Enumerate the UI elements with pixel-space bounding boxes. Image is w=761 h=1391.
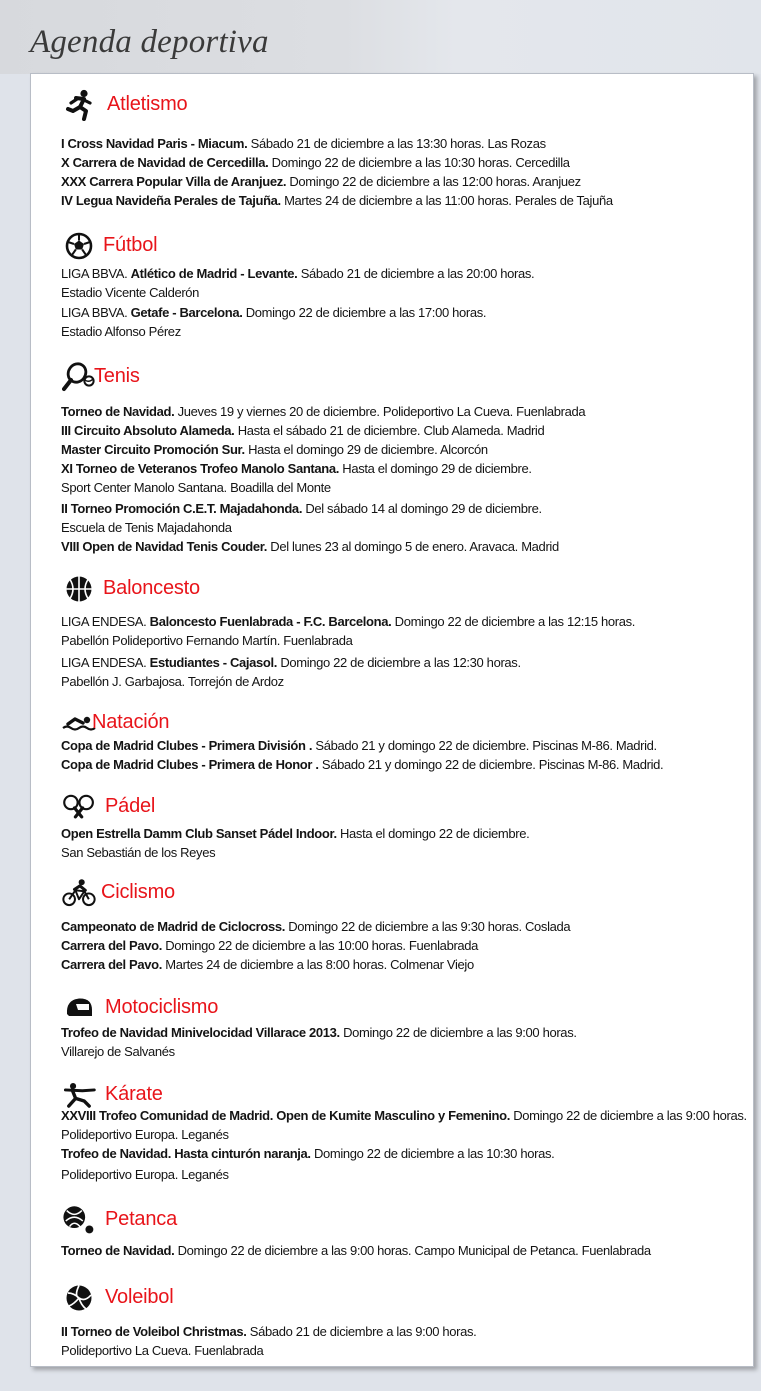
section-title: Fútbol — [103, 234, 158, 256]
event-title: Trofeo de Navidad. Hasta cinturón naranja. — [61, 1146, 311, 1161]
event-prefix: Pabellón Polideportivo Fernando Martín. Fuenlabrada — [61, 633, 353, 648]
event-line — [61, 440, 751, 459]
event-details: Jueves 19 y viernes 20 de diciembre. Polideportivo La Cueva. Fuenlabrada — [174, 404, 586, 419]
event-line — [61, 421, 751, 440]
section-header — [31, 790, 755, 824]
event-title: Copa de Madrid Clubes - Primera División . — [61, 738, 313, 753]
section-title: Pádel — [105, 795, 156, 817]
event-prefix: LIGA ENDESA. — [61, 614, 150, 629]
soccer-ball-icon — [62, 229, 96, 263]
event-details: Domingo 22 de diciembre a las 17:00 horas. — [242, 305, 487, 320]
event-details: Domingo 22 de diciembre a las 9:00 horas. Campo Municipal de Petanca. Fuenlabrada — [174, 1243, 651, 1258]
event-title: Copa de Madrid Clubes - Primera de Honor . — [61, 757, 319, 772]
event-details: Del sábado 14 al domingo 29 de diciembre. — [302, 501, 542, 516]
event-title: Carrera del Pavo. — [61, 957, 162, 972]
event-details: Domingo 22 de diciembre a las 12:15 horas. — [391, 614, 636, 629]
runner-icon — [62, 88, 96, 122]
event-title: Open Estrella Damm Club Sanset Pádel Indoor. — [61, 826, 337, 841]
section-header — [31, 876, 755, 910]
event-details: Martes 24 de diciembre a las 8:00 horas. Colmenar Viejo — [162, 957, 474, 972]
event-line — [61, 537, 751, 556]
event-line — [61, 1042, 751, 1061]
section-title: Motociclismo — [105, 996, 219, 1018]
event-details: Hasta el domingo 29 de diciembre. Alcorcón — [244, 442, 488, 457]
event-title: VIII Open de Navidad Tenis Couder. — [61, 539, 268, 554]
event-details: Hasta el domingo 29 de diciembre. — [339, 461, 532, 476]
event-line — [61, 824, 751, 843]
section-title: Natación — [92, 711, 170, 733]
event-line — [61, 172, 751, 191]
event-prefix: San Sebastián de los Reyes — [61, 845, 216, 860]
section-title: Voleibol — [105, 1286, 174, 1308]
swimmer-icon — [62, 706, 96, 740]
event-prefix: Pabellón J. Garbajosa. Torrejón de Ardoz — [61, 674, 284, 689]
event-line — [61, 402, 751, 421]
event-details: Domingo 22 de diciembre a las 9:30 horas. Coslada — [284, 919, 571, 934]
event-title: I Cross Navidad Paris - Miacum. — [61, 136, 248, 151]
section-title: Baloncesto — [103, 577, 200, 599]
event-line — [61, 917, 751, 936]
section-header — [31, 229, 755, 263]
event-details: Sábado 21 y domingo 22 de diciembre. Piscinas M-86. Madrid. — [312, 738, 657, 753]
event-line — [61, 264, 751, 283]
event-line — [61, 631, 751, 650]
event-prefix: Sport Center Manolo Santana. Boadilla del Monte — [61, 480, 331, 495]
section-header — [31, 706, 755, 740]
section-entries — [61, 1322, 751, 1360]
event-details: Domingo 22 de diciembre a las 9:00 horas. — [339, 1025, 577, 1040]
event-line — [61, 303, 751, 322]
event-line — [61, 191, 751, 210]
event-title: XI Torneo de Veteranos Trofeo Manolo Santana. — [61, 461, 340, 476]
section-header — [31, 1203, 755, 1237]
section-entries — [61, 402, 751, 556]
event-line — [61, 843, 751, 862]
event-title: Getafe - Barcelona. — [130, 305, 243, 320]
event-details: Domingo 22 de diciembre a las 9:00 horas. Polideportivo Europa. Leganés — [61, 1108, 747, 1142]
event-title: III Circuito Absoluto Alameda. — [61, 423, 235, 438]
event-details: Martes 24 de diciembre a las 11:00 horas. Perales de Tajuña — [280, 193, 613, 208]
section-entries — [61, 1241, 751, 1260]
tennis-racket-icon — [62, 360, 96, 394]
event-details: Domingo 22 de diciembre a las 10:30 horas. Cercedilla — [268, 155, 570, 170]
event-prefix: Polideportivo Europa. Leganés — [61, 1167, 229, 1182]
event-title: II Torneo Promoción C.E.T. Majadahonda. — [61, 501, 303, 516]
basketball-icon — [62, 572, 96, 606]
section-entries — [61, 264, 751, 341]
event-title: II Torneo de Voleibol Christmas. — [61, 1324, 247, 1339]
section-header — [31, 88, 755, 122]
event-prefix: Estadio Vicente Calderón — [61, 285, 200, 300]
event-title: Torneo de Navidad. — [61, 1243, 175, 1258]
event-title: X Carrera de Navidad de Cercedilla. — [61, 155, 269, 170]
event-details: Domingo 22 de diciembre a las 12:00 horas. Aranjuez — [286, 174, 581, 189]
event-line — [61, 936, 751, 955]
section-header — [31, 991, 755, 1025]
section-title: Ciclismo — [101, 881, 175, 903]
event-title: Atlético de Madrid - Levante. — [130, 266, 298, 281]
event-line — [61, 1023, 751, 1042]
event-title: Campeonato de Madrid de Ciclocross. — [61, 919, 285, 934]
petanque-balls-icon — [62, 1203, 96, 1237]
event-line — [61, 459, 751, 478]
event-title: Torneo de Navidad. — [61, 404, 175, 419]
event-line — [61, 1144, 751, 1163]
event-details: Domingo 22 de diciembre a las 12:30 horas. — [277, 655, 521, 670]
event-prefix: Villarejo de Salvanés — [61, 1044, 175, 1059]
section-entries — [61, 1106, 751, 1184]
event-details: Domingo 22 de diciembre a las 10:30 horas. — [310, 1146, 555, 1161]
event-prefix: LIGA BBVA. — [61, 266, 131, 281]
event-line — [61, 1165, 751, 1184]
event-line — [61, 322, 751, 341]
event-line — [61, 672, 751, 691]
event-line — [61, 612, 751, 631]
page-title: Agenda deportiva — [30, 24, 269, 60]
event-line — [61, 736, 751, 755]
event-title: XXVIII Trofeo Comunidad de Madrid. Open de Kumite Masculino y Femenino. — [61, 1108, 510, 1123]
event-line — [61, 955, 751, 974]
event-details: Hasta el sábado 21 de diciembre. Club Alameda. Madrid — [234, 423, 545, 438]
section-header — [31, 360, 755, 394]
event-details: Del lunes 23 al domingo 5 de enero. Aravaca. Madrid — [267, 539, 559, 554]
event-title: Master Circuito Promoción Sur. — [61, 442, 245, 457]
section-entries — [61, 917, 751, 974]
event-details: Domingo 22 de diciembre a las 10:00 horas. Fuenlabrada — [162, 938, 479, 953]
section-entries — [61, 1023, 751, 1061]
section-header — [31, 572, 755, 606]
event-prefix: LIGA ENDESA. — [61, 655, 150, 670]
padel-rackets-icon — [62, 790, 96, 824]
event-line — [61, 478, 751, 497]
event-line — [61, 153, 751, 172]
event-line — [61, 1106, 751, 1144]
section-entries — [61, 612, 751, 691]
event-details: Sábado 21 de diciembre a las 20:00 horas. — [297, 266, 535, 281]
helmet-icon — [62, 991, 96, 1025]
event-details: Sábado 21 de diciembre a las 9:00 horas. — [246, 1324, 477, 1339]
section-entries — [61, 736, 751, 774]
section-title: Kárate — [105, 1083, 163, 1105]
event-title: IV Legua Navideña Perales de Tajuña. — [61, 193, 281, 208]
section-title: Petanca — [105, 1208, 177, 1230]
section-title: Tenis — [94, 365, 140, 387]
event-prefix: Estadio Alfonso Pérez — [61, 324, 181, 339]
event-prefix: Escuela de Tenis Majadahonda — [61, 520, 232, 535]
event-line — [61, 134, 751, 153]
event-line — [61, 283, 751, 302]
cyclist-icon — [62, 876, 96, 910]
event-title: Baloncesto Fuenlabrada - F.C. Barcelona. — [149, 614, 392, 629]
event-title: Estudiantes - Cajasol. — [149, 655, 278, 670]
event-prefix: LIGA BBVA. — [61, 305, 131, 320]
section-entries — [61, 134, 751, 210]
event-line — [61, 755, 751, 774]
event-details: Hasta el domingo 22 de diciembre. — [336, 826, 530, 841]
event-line — [61, 518, 751, 537]
section-title: Atletismo — [107, 93, 188, 115]
event-title: Carrera del Pavo. — [61, 938, 162, 953]
agenda-panel — [30, 73, 754, 1367]
event-prefix: Polideportivo La Cueva. Fuenlabrada — [61, 1343, 264, 1358]
event-line — [61, 653, 751, 672]
title-band — [0, 0, 761, 74]
event-line — [61, 1241, 751, 1260]
event-line — [61, 1322, 751, 1341]
event-line — [61, 1341, 751, 1360]
event-details: Sábado 21 de diciembre a las 13:30 horas. Las Rozas — [247, 136, 546, 151]
event-title: Trofeo de Navidad Minivelocidad Villarace 2013. — [61, 1025, 340, 1040]
volleyball-icon — [62, 1281, 96, 1315]
event-line — [61, 499, 751, 518]
event-details: Sábado 21 y domingo 22 de diciembre. Piscinas M-86. Madrid. — [318, 757, 664, 772]
section-entries — [61, 824, 751, 862]
event-title: XXX Carrera Popular Villa de Aranjuez. — [61, 174, 287, 189]
section-header — [31, 1281, 755, 1315]
